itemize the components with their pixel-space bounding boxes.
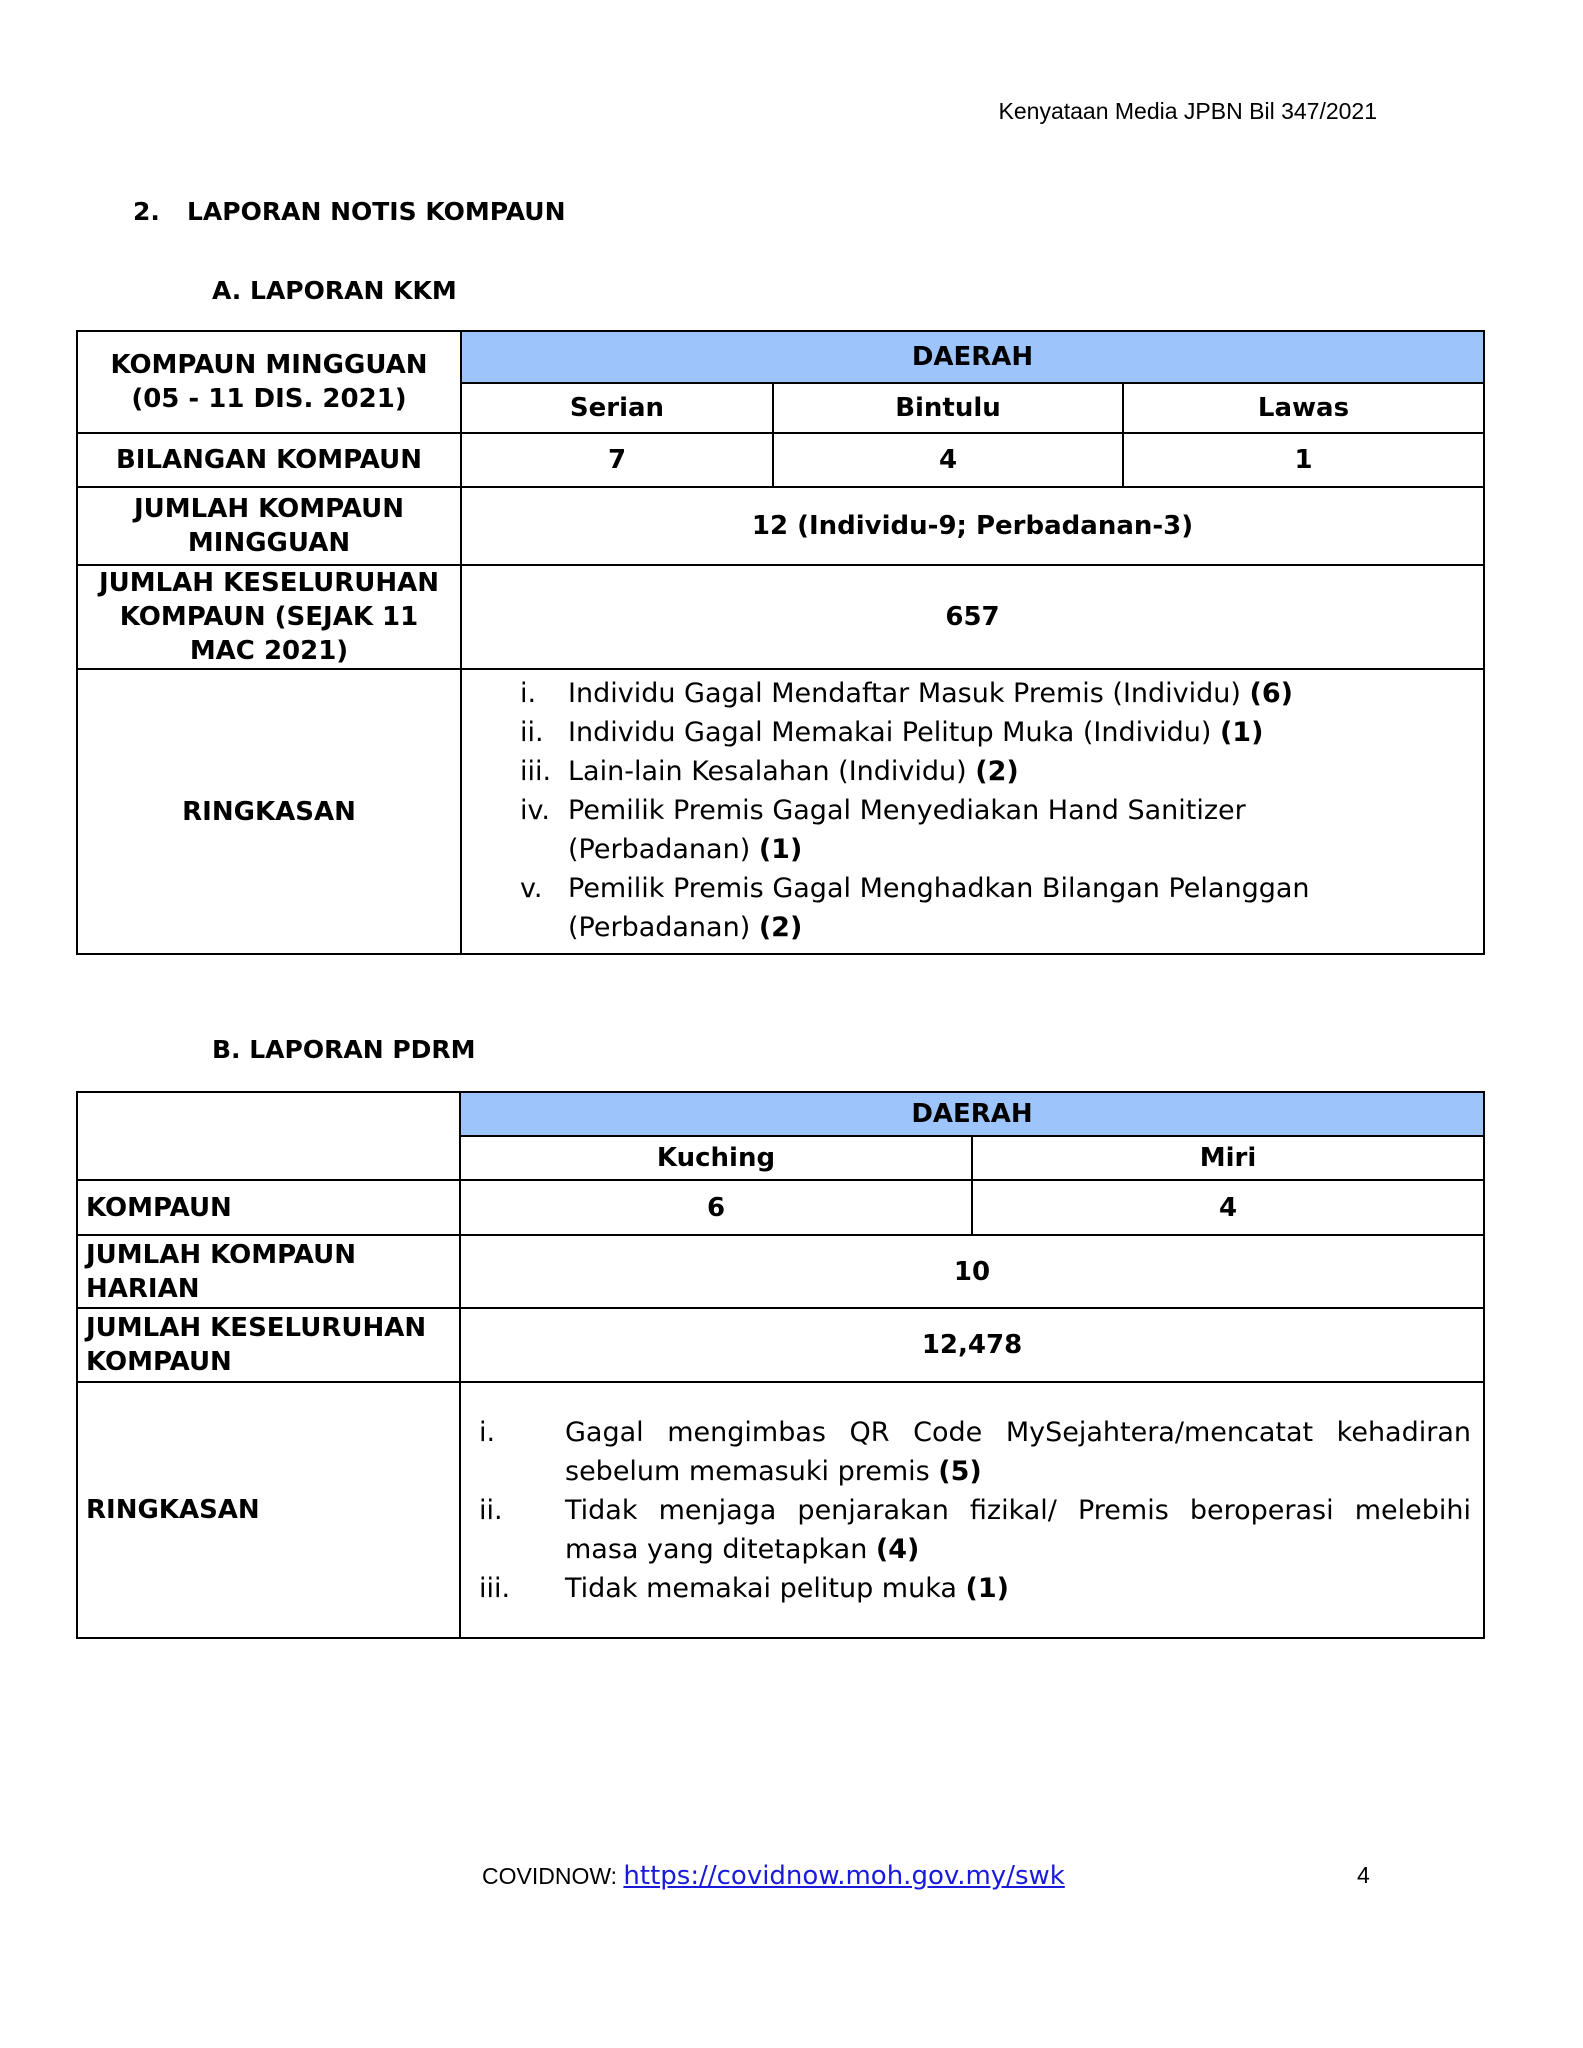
kkm-jumlah-mingguan-label: JUMLAH KOMPAUN MINGGUAN [77,487,461,565]
list-item [479,1413,1471,1491]
pdrm-kompaun-value: 6 [460,1180,972,1235]
item-count: (2) [758,912,803,943]
kkm-bilangan-value: 1 [1123,433,1484,487]
kkm-ringkasan-cell [461,669,1484,954]
kkm-table [76,330,1485,955]
list-item [520,674,1433,713]
list-item [520,752,1433,791]
footer-label: COVIDNOW: [482,1863,624,1889]
item-count: (2) [975,756,1019,787]
kkm-ringkasan-label: RINGKASAN [77,669,461,954]
kkm-bilangan-value: 4 [773,433,1123,487]
item-count: (1) [965,1572,1009,1604]
list-item [479,1569,1471,1608]
kkm-district: Lawas [1123,383,1484,433]
page-number: 4 [1357,1862,1370,1888]
kkm-jumlah-keseluruhan-label: JUMLAH KESELURUHAN KOMPAUN (SEJAK 11 MAC 2021) [77,565,461,669]
pdrm-daerah-header: DAERAH [460,1092,1484,1136]
section-title: LAPORAN NOTIS KOMPAUN [187,197,566,226]
item-text: Individu Gagal Memakai Pelitup Muka (Individu) [568,717,1220,748]
item-count: (5) [938,1455,982,1487]
pdrm-heading: B. LAPORAN PDRM [212,1035,476,1064]
kkm-jumlah-keseluruhan-value: 657 [461,565,1484,669]
section-heading [133,197,566,226]
item-count: (4) [875,1533,920,1565]
pdrm-kompaun-label: KOMPAUN [77,1180,460,1235]
kkm-bilangan-value: 7 [461,433,773,487]
covidnow-link[interactable]: https://covidnow.moh.gov.my/swk [623,1861,1065,1891]
item-text: Tidak menjaga penjarakan fizikal/ Premis beroperasi melebihi masa yang ditetapkan [565,1494,1471,1565]
list-item [479,1491,1471,1569]
footer [482,1861,1065,1891]
pdrm-jumlah-keseluruhan-value: 12,478 [460,1308,1484,1382]
pdrm-table [76,1091,1485,1639]
pdrm-district: Kuching [460,1136,972,1180]
kkm-jumlah-mingguan-value: 12 (Individu-9; Perbadanan-3) [461,487,1484,565]
item-text: Lain-lain Kesalahan (Individu) [568,756,976,787]
list-item [520,791,1433,869]
item-number: ii. [479,1494,503,1526]
item-number: iii. [520,756,552,787]
pdrm-ringkasan-cell [460,1382,1484,1638]
document-reference: Kenyataan Media JPBN Bil 347/2021 [998,98,1377,124]
pdrm-jumlah-keseluruhan-label: JUMLAH KESELURUHAN KOMPAUN [77,1308,460,1382]
kkm-daerah-header: DAERAH [461,331,1484,383]
item-text: Pemilik Premis Gagal Menyediakan Hand Sanitizer (Perbadanan) [568,795,1246,865]
pdrm-ringkasan-label: RINGKASAN [77,1382,460,1638]
list-item [520,713,1433,752]
item-count: (1) [1219,717,1264,748]
item-number: i. [520,678,537,709]
pdrm-district: Miri [972,1136,1484,1180]
list-item [520,869,1433,947]
item-text: Gagal mengimbas QR Code MySejahtera/mencatat kehadiran sebelum memasuki premis [565,1416,1471,1487]
item-number: ii. [520,717,544,748]
pdrm-ringkasan-list [479,1413,1471,1608]
item-number: v. [520,873,543,904]
item-number: iii. [479,1572,511,1604]
item-count: (1) [758,834,803,865]
kkm-district: Serian [461,383,773,433]
item-text: Pemilik Premis Gagal Menghadkan Bilangan Pelanggan (Perbadanan) [568,873,1310,943]
pdrm-jumlah-harian-value: 10 [460,1235,1484,1308]
kkm-bilangan-label: BILANGAN KOMPAUN [77,433,461,487]
kkm-ringkasan-list [520,674,1433,947]
pdrm-empty-header [77,1092,460,1180]
section-number: 2. [133,197,160,226]
kkm-heading: A. LAPORAN KKM [212,276,457,305]
pdrm-jumlah-harian-label: JUMLAH KOMPAUN HARIAN [77,1235,460,1308]
kkm-district: Bintulu [773,383,1123,433]
pdrm-kompaun-value: 4 [972,1180,1484,1235]
item-number: iv. [520,795,550,826]
item-text: Tidak memakai pelitup muka [565,1572,966,1604]
item-number: i. [479,1416,496,1448]
item-text: Individu Gagal Mendaftar Masuk Premis (Individu) [568,678,1250,709]
item-count: (6) [1249,678,1293,709]
kkm-period-label: KOMPAUN MINGGUAN (05 - 11 DIS. 2021) [77,331,461,433]
